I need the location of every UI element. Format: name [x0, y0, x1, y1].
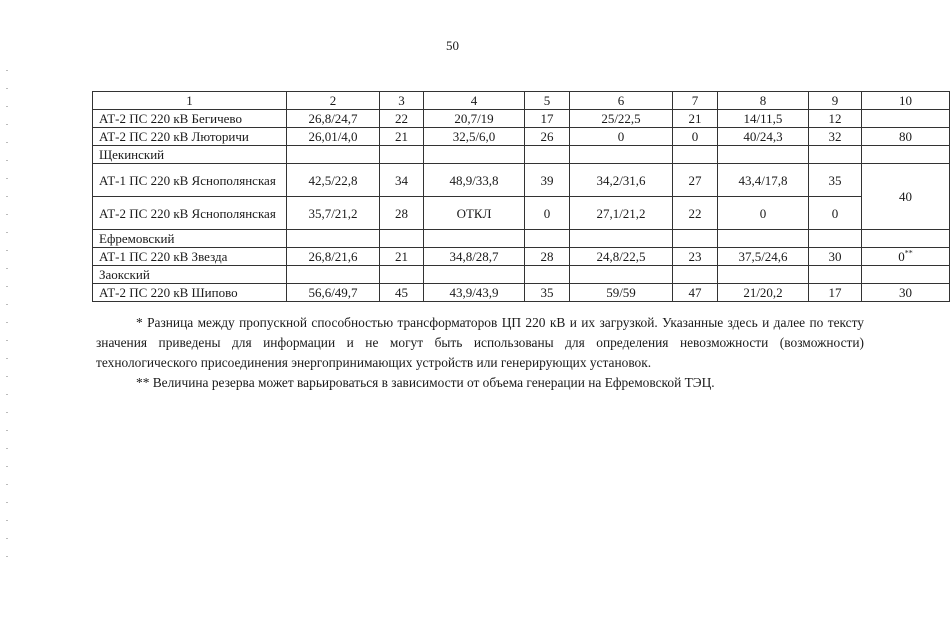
table-row [93, 284, 950, 302]
table-cell [380, 146, 424, 164]
merged-reserve-cell: 40 [862, 164, 950, 230]
reserve-value: 0 [898, 249, 905, 264]
table-cell: 0 [570, 128, 673, 146]
table-cell: 22 [673, 197, 718, 230]
table-cell: 25/22,5 [570, 110, 673, 128]
region-row [93, 230, 950, 248]
region-label: Щекинский [93, 146, 287, 164]
substation-name: АТ-1 ПС 220 кВ Звезда [93, 248, 287, 266]
table-cell: 0 [673, 128, 718, 146]
footnote-reserve-definition: * Разница между пропускной способностью трансформаторов ЦП 220 кВ и их загрузкой. Указанные здесь и далее по тексту значения приведены для информации и не могут быть использованы для определения невозможности (возможности) технологического присоединения энергопринимающих устройств или генерирующих установок. [96, 315, 864, 370]
table-cell [525, 230, 570, 248]
table-cell: 43,9/43,9 [424, 284, 525, 302]
table-cell [673, 146, 718, 164]
table-cell [570, 146, 673, 164]
table-cell: 30 [809, 248, 862, 266]
table-cell: 43,4/17,8 [718, 164, 809, 197]
substation-name: АТ-2 ПС 220 кВ Люторичи [93, 128, 287, 146]
table-cell: 26,8/24,7 [287, 110, 380, 128]
table-cell: 48,9/33,8 [424, 164, 525, 197]
table-cell [380, 266, 424, 284]
footnote-efremovskaya-tec: ** Величина резерва может варьироваться в зависимости от объема генерации на Ефремовской ТЭЦ. [136, 375, 715, 390]
table-cell [862, 248, 950, 266]
table-cell [718, 146, 809, 164]
table-cell: 34 [380, 164, 424, 197]
table-cell: 32,5/6,0 [424, 128, 525, 146]
table-cell: 21 [380, 128, 424, 146]
table-cell [424, 266, 525, 284]
table-cell: 80 [862, 128, 950, 146]
table-cell [287, 230, 380, 248]
table-cell [673, 230, 718, 248]
table-cell: 27,1/21,2 [570, 197, 673, 230]
table-cell [570, 266, 673, 284]
table-cell: 21 [673, 110, 718, 128]
transformer-reserve-table [92, 91, 950, 302]
table-cell: 23 [673, 248, 718, 266]
footnotes [96, 313, 864, 393]
table-cell: 21 [380, 248, 424, 266]
table-cell: 26,01/4,0 [287, 128, 380, 146]
table-cell [809, 146, 862, 164]
table-cell: 39 [525, 164, 570, 197]
table-cell [862, 230, 950, 248]
table-cell: 59/59 [570, 284, 673, 302]
table-row [93, 197, 950, 230]
table-cell [287, 266, 380, 284]
table-cell: 45 [380, 284, 424, 302]
table-cell: 34,8/28,7 [424, 248, 525, 266]
table-cell: 12 [809, 110, 862, 128]
table-cell: 26 [525, 128, 570, 146]
table-cell: 24,8/22,5 [570, 248, 673, 266]
column-header: 5 [525, 92, 570, 110]
table-cell [862, 146, 950, 164]
table-row [93, 110, 950, 128]
table-cell [862, 110, 950, 128]
table-cell [718, 266, 809, 284]
table-header-row [93, 92, 950, 110]
table-cell [570, 230, 673, 248]
table-cell [525, 146, 570, 164]
table-cell: 28 [525, 248, 570, 266]
table-cell: 35 [809, 164, 862, 197]
table-cell: 47 [673, 284, 718, 302]
table-cell [525, 266, 570, 284]
column-header: 3 [380, 92, 424, 110]
table-cell: 26,8/21,6 [287, 248, 380, 266]
margin-binding-dots [6, 70, 8, 570]
table-cell: 17 [525, 110, 570, 128]
region-label: Заокский [93, 266, 287, 284]
table-cell: 40/24,3 [718, 128, 809, 146]
column-header: 2 [287, 92, 380, 110]
column-header: 10 [862, 92, 950, 110]
table-cell: 28 [380, 197, 424, 230]
table-cell [809, 266, 862, 284]
table-row [93, 248, 950, 266]
page-number: 50 [446, 38, 459, 53]
table-cell: 35 [525, 284, 570, 302]
table-cell [862, 266, 950, 284]
table-cell [380, 230, 424, 248]
region-row [93, 146, 950, 164]
region-row [93, 266, 950, 284]
table-cell: 35,7/21,2 [287, 197, 380, 230]
table-cell: 42,5/22,8 [287, 164, 380, 197]
column-header: 6 [570, 92, 673, 110]
table-cell: 56,6/49,7 [287, 284, 380, 302]
table-cell: 32 [809, 128, 862, 146]
table-cell: 14/11,5 [718, 110, 809, 128]
table-cell [424, 146, 525, 164]
region-label: Ефремовский [93, 230, 287, 248]
column-header: 1 [93, 92, 287, 110]
substation-name: АТ-2 ПС 220 кВ Яснополянская [93, 197, 287, 230]
substation-name: АТ-2 ПС 220 кВ Шипово [93, 284, 287, 302]
table-cell [809, 230, 862, 248]
table-row [93, 128, 950, 146]
table-cell: 30 [862, 284, 950, 302]
table-cell: 27 [673, 164, 718, 197]
substation-name: АТ-2 ПС 220 кВ Бегичево [93, 110, 287, 128]
table-cell: 21/20,2 [718, 284, 809, 302]
column-header: 4 [424, 92, 525, 110]
table-cell: 20,7/19 [424, 110, 525, 128]
table-cell: 0 [525, 197, 570, 230]
table-cell: 17 [809, 284, 862, 302]
footnote-mark: ** [904, 248, 913, 258]
table-row [93, 164, 950, 197]
table-cell: 0 [809, 197, 862, 230]
table-cell [424, 230, 525, 248]
column-header: 9 [809, 92, 862, 110]
column-header: 7 [673, 92, 718, 110]
table-cell: 37,5/24,6 [718, 248, 809, 266]
table-cell: 34,2/31,6 [570, 164, 673, 197]
table-cell: 0 [718, 197, 809, 230]
table-cell [287, 146, 380, 164]
table-cell: 22 [380, 110, 424, 128]
table-cell [718, 230, 809, 248]
substation-name: АТ-1 ПС 220 кВ Яснополянская [93, 164, 287, 197]
table-cell: ОТКЛ [424, 197, 525, 230]
column-header: 8 [718, 92, 809, 110]
table-cell [673, 266, 718, 284]
